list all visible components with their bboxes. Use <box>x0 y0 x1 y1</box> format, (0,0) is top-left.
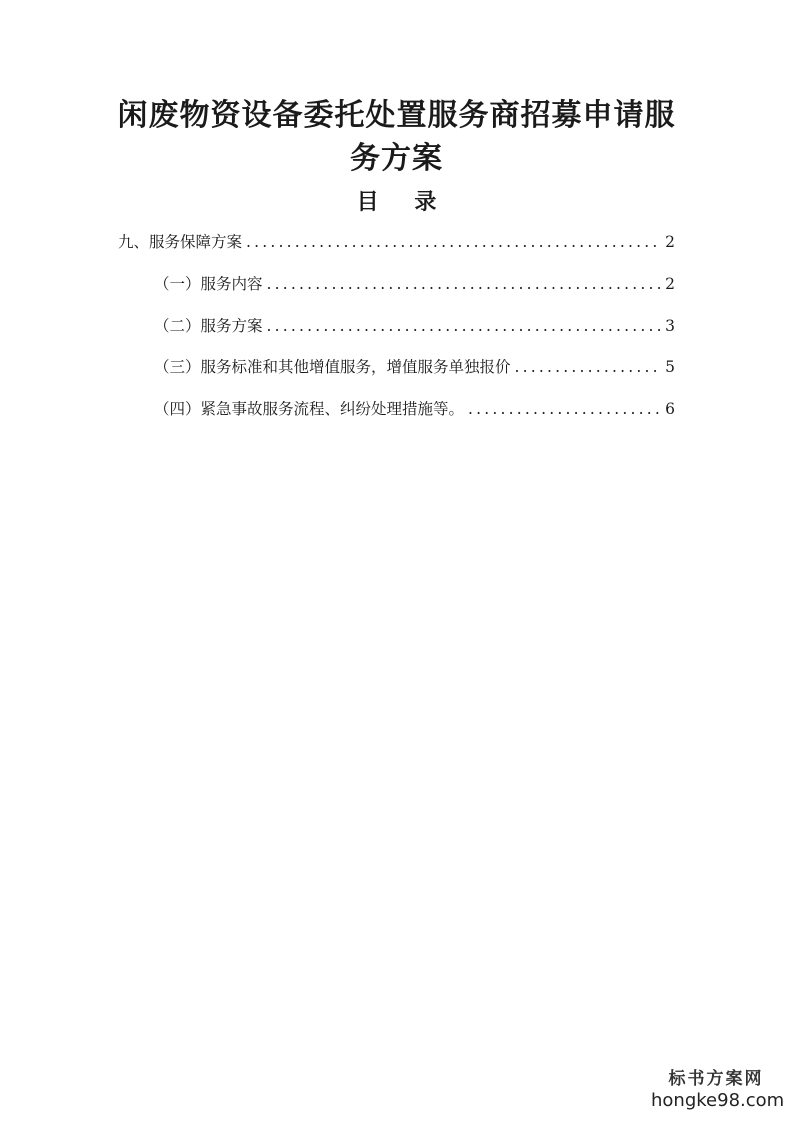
document-title-line1: 闲废物资设备委托处置服务商招募申请服 <box>117 98 676 133</box>
toc-entry-label: （二）服务方案 <box>154 317 263 335</box>
watermark-url: hongke98.com <box>651 1090 785 1111</box>
toc-page-number: 5 <box>665 358 675 376</box>
toc-page-number: 2 <box>665 233 675 251</box>
toc-entry-label: 九、服务保障方案 <box>118 233 243 251</box>
toc-page-number: 2 <box>665 275 675 293</box>
toc-entry[interactable] <box>154 356 675 378</box>
toc-leader-dots <box>515 356 662 378</box>
toc-page-number: 6 <box>665 400 675 418</box>
toc-leader-dots <box>267 315 662 337</box>
toc-entry-label: （一）服务内容 <box>154 275 263 293</box>
toc-leader-dots <box>246 231 661 253</box>
toc-entry[interactable] <box>154 273 675 295</box>
toc-page-number: 3 <box>665 317 675 335</box>
toc-leader-dots <box>468 398 661 420</box>
toc-entry-label: （三）服务标准和其他增值服务，增值服务单独报价 <box>154 358 511 376</box>
toc-entry[interactable] <box>154 315 675 337</box>
toc-leader-dots <box>267 273 662 295</box>
toc-entry[interactable] <box>118 231 675 253</box>
watermark-text-cn: 标书方案网 <box>668 1069 764 1089</box>
toc-heading: 目 录 <box>356 189 451 215</box>
toc-entry[interactable] <box>154 398 675 420</box>
toc-entry-label: （四）紧急事故服务流程、纠纷处理措施等。 <box>154 400 465 418</box>
document-title-line2: 务方案 <box>350 141 443 176</box>
site-watermark <box>651 1068 785 1112</box>
